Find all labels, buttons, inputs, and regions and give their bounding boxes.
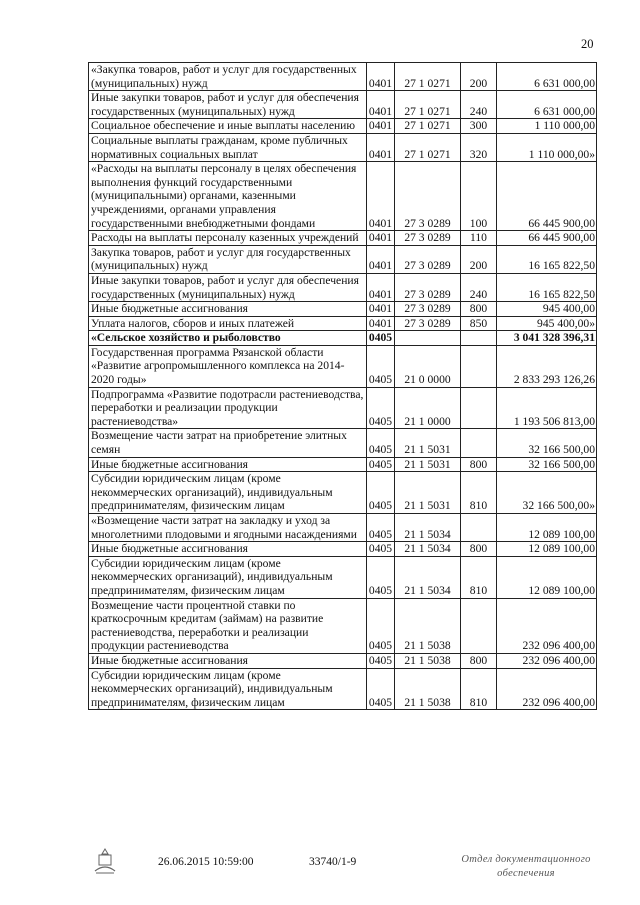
- footer-department-stamp: [450, 853, 602, 881]
- row-expense-type: 200: [461, 245, 497, 273]
- row-expense-type: 850: [461, 316, 497, 331]
- row-target-code: 27 1 0271: [395, 91, 461, 119]
- row-expense-type: [461, 429, 497, 457]
- table-row: [89, 598, 597, 653]
- table-row: [89, 556, 597, 598]
- row-target-code: 27 3 0289: [395, 273, 461, 301]
- row-amount: 232 096 400,00: [497, 598, 597, 653]
- row-expense-type: 100: [461, 162, 497, 231]
- row-target-code: 21 1 5034: [395, 542, 461, 557]
- row-name: Возмещение части процентной ставки по краткосрочным кредитам (займам) на развитие растениеводства, переработки и реализации продукции растениеводства: [89, 598, 367, 653]
- row-name: Иные бюджетные ассигнования: [89, 653, 367, 668]
- row-amount: 12 089 100,00: [497, 556, 597, 598]
- row-target-code: 21 1 5034: [395, 514, 461, 542]
- table-row: [89, 668, 597, 710]
- row-section-code: 0405: [367, 598, 395, 653]
- row-amount: 945 400,00»: [497, 316, 597, 331]
- row-expense-type: 240: [461, 91, 497, 119]
- footer-dept-line2: обеспечения: [497, 868, 555, 879]
- row-name: Государственная программа Рязанской области «Развитие агропромышленного комплекса на 2014-2020 годы»: [89, 345, 367, 387]
- row-name: Иные бюджетные ассигнования: [89, 302, 367, 317]
- table-row: [89, 133, 597, 161]
- row-name: Иные закупки товаров, работ и услуг для обеспечения государственных (муниципальных) нужд: [89, 91, 367, 119]
- row-amount: 6 631 000,00: [497, 63, 597, 91]
- row-name: Закупка товаров, работ и услуг для государственных (муниципальных) нужд: [89, 245, 367, 273]
- footer-doc-code: 33740/1-9: [309, 856, 357, 868]
- row-expense-type: [461, 345, 497, 387]
- row-section-code: 0405: [367, 472, 395, 514]
- row-target-code: 21 1 5034: [395, 556, 461, 598]
- budget-table: [88, 62, 597, 710]
- row-amount: 66 445 900,00: [497, 231, 597, 246]
- row-section-code: 0405: [367, 429, 395, 457]
- row-amount: 12 089 100,00: [497, 514, 597, 542]
- row-target-code: 21 1 5038: [395, 653, 461, 668]
- row-section-code: 0405: [367, 387, 395, 429]
- row-name: Расходы на выплаты персоналу казенных учреждений: [89, 231, 367, 246]
- row-amount: 232 096 400,00: [497, 668, 597, 710]
- row-section-code: 0401: [367, 162, 395, 231]
- row-expense-type: 320: [461, 133, 497, 161]
- table-row: [89, 119, 597, 134]
- table-row: [89, 331, 597, 346]
- row-name: Социальное обеспечение и иные выплаты населению: [89, 119, 367, 134]
- row-amount: 6 631 000,00: [497, 91, 597, 119]
- row-section-code: 0405: [367, 514, 395, 542]
- row-target-code: 27 3 0289: [395, 302, 461, 317]
- row-amount: 1 110 000,00: [497, 119, 597, 134]
- row-amount: 3 041 328 396,31: [497, 331, 597, 346]
- row-amount: 66 445 900,00: [497, 162, 597, 231]
- table-row: [89, 231, 597, 246]
- row-expense-type: 800: [461, 653, 497, 668]
- row-amount: 32 166 500,00: [497, 457, 597, 472]
- row-target-code: 21 1 5031: [395, 472, 461, 514]
- row-expense-type: [461, 331, 497, 346]
- row-section-code: 0405: [367, 457, 395, 472]
- row-target-code: 27 1 0271: [395, 119, 461, 134]
- table-row: [89, 345, 597, 387]
- table-row: [89, 542, 597, 557]
- row-name: Иные бюджетные ассигнования: [89, 457, 367, 472]
- row-section-code: 0401: [367, 133, 395, 161]
- page-number: 20: [581, 37, 594, 51]
- table-row: [89, 63, 597, 91]
- table-row: [89, 457, 597, 472]
- row-name: Уплата налогов, сборов и иных платежей: [89, 316, 367, 331]
- row-target-code: 27 3 0289: [395, 245, 461, 273]
- row-section-code: 0401: [367, 231, 395, 246]
- row-expense-type: [461, 514, 497, 542]
- row-name: Иные закупки товаров, работ и услуг для обеспечения государственных (муниципальных) нужд: [89, 273, 367, 301]
- row-expense-type: [461, 387, 497, 429]
- emblem-icon: [90, 846, 120, 876]
- table-row: [89, 514, 597, 542]
- row-name: Социальные выплаты гражданам, кроме публичных нормативных социальных выплат: [89, 133, 367, 161]
- table-row: [89, 302, 597, 317]
- table-row: [89, 316, 597, 331]
- table-row: [89, 387, 597, 429]
- row-expense-type: 300: [461, 119, 497, 134]
- row-name: Субсидии юридическим лицам (кроме некоммерческих организаций), индивидуальным предпринимателям, физическим лицам: [89, 472, 367, 514]
- row-expense-type: 110: [461, 231, 497, 246]
- row-target-code: 21 1 5038: [395, 668, 461, 710]
- row-section-code: 0401: [367, 302, 395, 317]
- row-amount: 945 400,00: [497, 302, 597, 317]
- table-row: [89, 91, 597, 119]
- row-amount: 32 166 500,00»: [497, 472, 597, 514]
- row-section-code: 0401: [367, 91, 395, 119]
- row-section-code: 0405: [367, 331, 395, 346]
- row-expense-type: 240: [461, 273, 497, 301]
- table-row: [89, 245, 597, 273]
- row-amount: 1 193 506 813,00: [497, 387, 597, 429]
- row-amount: 232 096 400,00: [497, 653, 597, 668]
- row-section-code: 0405: [367, 345, 395, 387]
- row-amount: 16 165 822,50: [497, 273, 597, 301]
- row-target-code: 21 0 0000: [395, 345, 461, 387]
- row-target-code: 27 1 0271: [395, 63, 461, 91]
- row-name: «Сельское хозяйство и рыболовство: [89, 331, 367, 346]
- row-expense-type: 810: [461, 472, 497, 514]
- row-section-code: 0405: [367, 556, 395, 598]
- table-row: [89, 472, 597, 514]
- row-expense-type: 810: [461, 668, 497, 710]
- row-name: «Возмещение части затрат на закладку и уход за многолетними плодовыми и ягодными насаждениями: [89, 514, 367, 542]
- row-target-code: 21 1 5031: [395, 457, 461, 472]
- table-row: [89, 429, 597, 457]
- row-section-code: 0401: [367, 273, 395, 301]
- table-row: [89, 273, 597, 301]
- row-name: «Закупка товаров, работ и услуг для государственных (муниципальных) нужд: [89, 63, 367, 91]
- row-section-code: 0401: [367, 119, 395, 134]
- row-amount: 1 110 000,00»: [497, 133, 597, 161]
- row-name: Возмещение части затрат на приобретение элитных семян: [89, 429, 367, 457]
- row-target-code: 27 3 0289: [395, 231, 461, 246]
- row-section-code: 0401: [367, 245, 395, 273]
- row-amount: 16 165 822,50: [497, 245, 597, 273]
- row-target-code: 27 1 0271: [395, 133, 461, 161]
- row-expense-type: 810: [461, 556, 497, 598]
- row-target-code: 21 1 5038: [395, 598, 461, 653]
- row-target-code: 27 3 0289: [395, 162, 461, 231]
- row-section-code: 0405: [367, 542, 395, 557]
- row-section-code: 0401: [367, 316, 395, 331]
- footer-dept-line1: Отдел документационного: [461, 854, 591, 865]
- row-target-code: 21 1 0000: [395, 387, 461, 429]
- row-expense-type: 800: [461, 457, 497, 472]
- table-row: [89, 162, 597, 231]
- row-expense-type: 800: [461, 542, 497, 557]
- row-name: «Расходы на выплаты персоналу в целях обеспечения выполнения функций государственными (муниципальными) органами, казенными учреждениями, органами управления государственными внебюджетными фондами: [89, 162, 367, 231]
- row-target-code: 21 1 5031: [395, 429, 461, 457]
- row-name: Субсидии юридическим лицам (кроме некоммерческих организаций), индивидуальным предпринимателям, физическим лицам: [89, 668, 367, 710]
- row-target-code: 27 3 0289: [395, 316, 461, 331]
- row-name: Подпрограмма «Развитие подотрасли растениеводства, переработки и реализации продукции растениеводства»: [89, 387, 367, 429]
- table-row: [89, 653, 597, 668]
- row-amount: 12 089 100,00: [497, 542, 597, 557]
- row-target-code: [395, 331, 461, 346]
- row-amount: 32 166 500,00: [497, 429, 597, 457]
- row-expense-type: 800: [461, 302, 497, 317]
- row-amount: 2 833 293 126,26: [497, 345, 597, 387]
- row-expense-type: [461, 598, 497, 653]
- row-section-code: 0405: [367, 653, 395, 668]
- row-name: Субсидии юридическим лицам (кроме некоммерческих организаций), индивидуальным предпринимателям, физическим лицам: [89, 556, 367, 598]
- row-expense-type: 200: [461, 63, 497, 91]
- footer-date: 26.06.2015 10:59:00: [158, 856, 254, 868]
- row-section-code: 0401: [367, 63, 395, 91]
- row-name: Иные бюджетные ассигнования: [89, 542, 367, 557]
- budget-table-body: [89, 63, 597, 710]
- row-section-code: 0405: [367, 668, 395, 710]
